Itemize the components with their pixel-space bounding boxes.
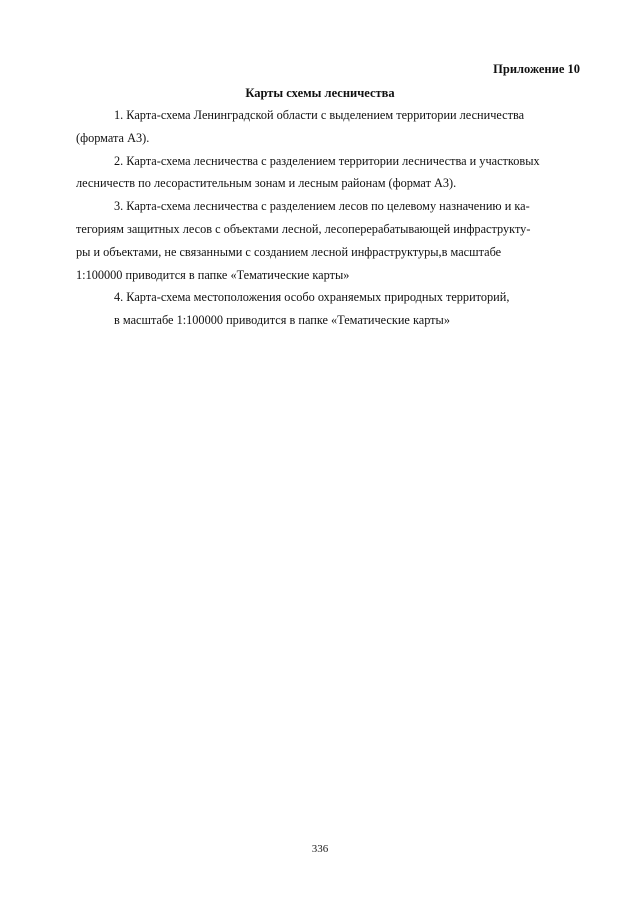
paragraph-line: тегориям защитных лесов с объектами лесной, лесоперерабатывающей инфраструкту- (76, 221, 531, 236)
paragraph-line: 1:100000 приводится в папке «Тематические карты» (76, 267, 350, 282)
paragraph-3 (76, 195, 568, 286)
paragraph-line: 2. Карта-схема лесничества с разделением территории лесничества и участковых (114, 153, 540, 168)
appendix-label: Приложение 10 (493, 62, 580, 76)
paragraph-1 (76, 104, 568, 150)
paragraph-line: 3. Карта-схема лесничества с разделением лесов по целевому назначению и ка- (114, 199, 530, 214)
paragraph-2 (76, 150, 568, 196)
page-number: 336 (311, 843, 329, 855)
paragraph-line: лесничеств по лесорастительным зонам и лесным районам (формат А3). (76, 176, 457, 191)
paragraph-4 (76, 286, 568, 332)
document-title: Карты схемы лесничества (245, 86, 395, 100)
document-body (76, 104, 568, 332)
paragraph-line: в масштабе 1:100000 приводится в папке «Тематические карты» (114, 313, 450, 328)
paragraph-line: 1. Карта-схема Ленинградской области с выделением территории лесничества (114, 108, 525, 122)
paragraph-line: 4. Карта-схема местоположения особо охраняемых природных территорий, (114, 290, 510, 305)
paragraph-line: (формата А3). (76, 130, 150, 145)
paragraph-line: ры и объектами, не связанными с созданием лесной инфраструктуры,в масштабе (76, 244, 502, 259)
